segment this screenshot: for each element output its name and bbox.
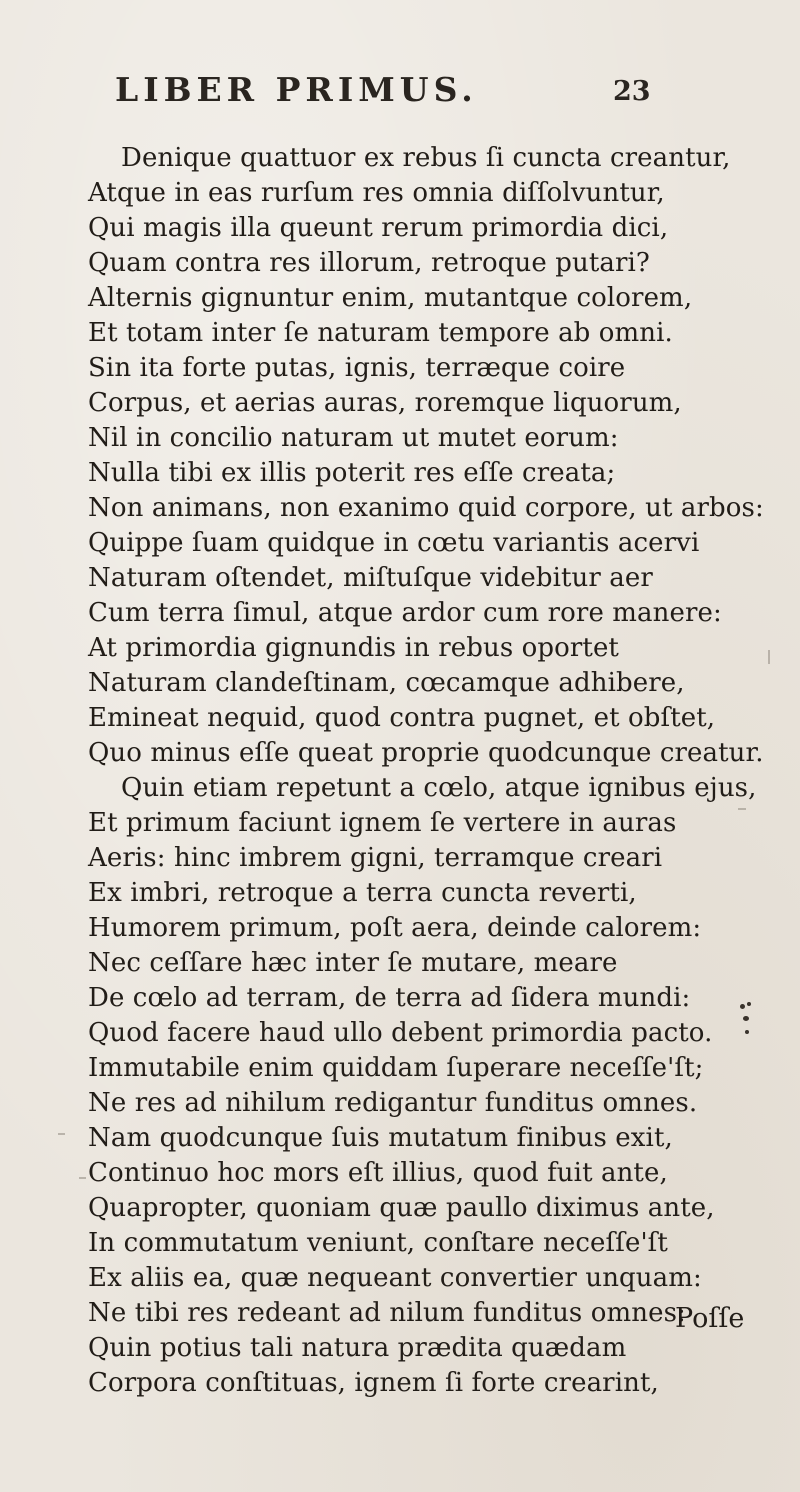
margin-mark bbox=[58, 1133, 65, 1135]
verse-line: Qui magis illa queunt rerum primordia dici, bbox=[88, 213, 669, 243]
verse-line: De cœlo ad terram, de terra ad ſidera mundi: bbox=[88, 983, 691, 1013]
verse-line: Continuo hoc mors eſt illius, quod fuit ante, bbox=[88, 1158, 668, 1188]
verse-line: Quam contra res illorum, retroque putari? bbox=[88, 248, 650, 278]
ink-specks bbox=[738, 1002, 756, 1042]
verse-line: Denique quattuor ex rebus ſi cuncta creantur, bbox=[121, 143, 731, 173]
margin-mark bbox=[738, 808, 746, 810]
verse-line: Ex imbri, retroque a terra cuncta reverti, bbox=[88, 878, 637, 908]
verse-line: Quapropter, quoniam quæ paullo diximus ante, bbox=[88, 1193, 715, 1223]
verse-line: Naturam clandeſtinam, cœcamque adhibere, bbox=[88, 668, 685, 698]
verse-line: Naturam oſtendet, miſtuſque videbitur aer bbox=[88, 563, 653, 593]
verse-line: Non animans, non exanimo quid corpore, ut arbos: bbox=[88, 493, 764, 523]
catchword: Poſſe bbox=[675, 1303, 745, 1334]
verse-line: Atque in eas rurſum res omnia diſſolvuntur, bbox=[88, 178, 665, 208]
verse-line: Sin ita forte putas, ignis, terræque coire bbox=[88, 353, 626, 383]
verse-line: Corpora conſtituas, ignem ſi forte crearint, bbox=[88, 1368, 659, 1398]
verse-line: Quin potius tali natura prædita quædam bbox=[88, 1333, 627, 1363]
verse-line: Nam quodcunque ſuis mutatum finibus exit, bbox=[88, 1123, 673, 1153]
verse-line: Emineat nequid, quod contra pugnet, et obſtet, bbox=[88, 703, 716, 733]
verse-line: Quin etiam repetunt a cœlo, atque ignibus ejus, bbox=[121, 773, 757, 803]
verse-line: Cum terra ſimul, atque ardor cum rore manere: bbox=[88, 598, 722, 628]
verse-line: Corpus, et aerias auras, roremque liquorum, bbox=[88, 388, 682, 418]
margin-mark bbox=[768, 650, 770, 664]
verse-line: Ex aliis ea, quæ nequeant convertier unquam: bbox=[88, 1263, 702, 1293]
verse-line: Ne tibi res redeant ad nilum funditus omnes: bbox=[88, 1298, 686, 1328]
verse-line: Et totam inter ſe naturam tempore ab omni. bbox=[88, 318, 673, 348]
verse-line: In commutatum veniunt, conſtare neceſſe'ſt bbox=[88, 1228, 668, 1258]
verse-line: Ne res ad nihilum redigantur funditus omnes. bbox=[88, 1088, 698, 1118]
page-number: 23 bbox=[613, 76, 651, 107]
verse-line: Nil in concilio naturam ut mutet eorum: bbox=[88, 423, 619, 453]
verse-line: Nec ceſſare hæc inter ſe mutare, meare bbox=[88, 948, 618, 978]
verse-line: Quippe ſuam quidque in cœtu variantis acervi bbox=[88, 528, 700, 558]
verse-line: Et primum faciunt ignem ſe vertere in auras bbox=[88, 808, 677, 838]
verse-line: Immutabile enim quiddam ſuperare neceſſe'ſt; bbox=[88, 1053, 704, 1083]
verse-line: Nulla tibi ex illis poterit res eſſe creata; bbox=[88, 458, 616, 488]
margin-mark bbox=[79, 1177, 86, 1179]
verse-line: Quod facere haud ullo debent primordia pacto. bbox=[88, 1018, 713, 1048]
running-title: LIBER PRIMUS. bbox=[115, 70, 478, 109]
verse-line: Quo minus eſſe queat proprie quodcunque creatur. bbox=[88, 738, 764, 768]
running-head bbox=[115, 70, 675, 114]
verse-line: Alternis gignuntur enim, mutantque colorem, bbox=[88, 283, 693, 313]
verse-line: At primordia gignundis in rebus oportet bbox=[88, 633, 619, 663]
verse-line: Humorem primum, poſt aera, deinde calorem: bbox=[88, 913, 702, 943]
verse-line: Aeris: hinc imbrem gigni, terramque creari bbox=[88, 843, 663, 873]
